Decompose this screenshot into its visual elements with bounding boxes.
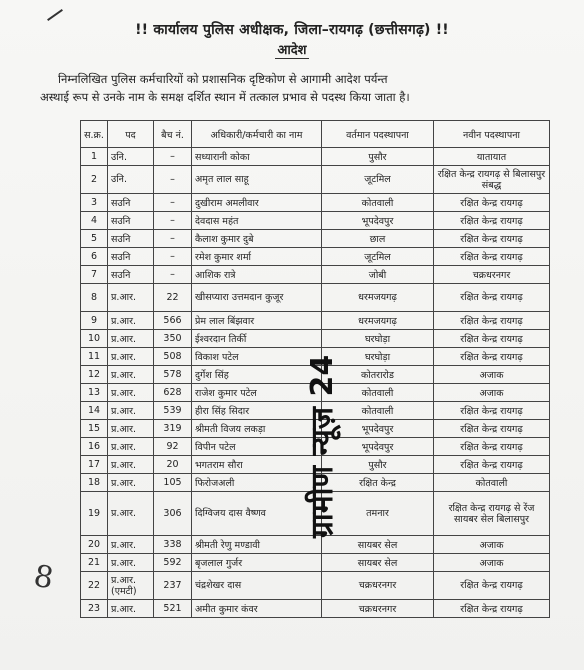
- cell-post: प्र.आर.: [108, 456, 154, 474]
- cell-post: सउनि: [108, 230, 154, 248]
- table-row: [81, 600, 550, 618]
- table-row: [81, 330, 550, 348]
- order-heading: आदेश: [277, 43, 307, 58]
- cell-name: सध्यारानी कोका: [192, 148, 322, 166]
- cell-batch: –: [154, 230, 192, 248]
- cell-new-posting: रक्षित केन्द्र रायगढ़: [434, 420, 550, 438]
- cell-new-posting: रक्षित केन्द्र रायगढ़: [434, 402, 550, 420]
- cell-serial: 3: [81, 194, 108, 212]
- cell-post: प्र.आर.: [108, 330, 154, 348]
- cell-current-posting: छाल: [322, 230, 434, 248]
- header-batch: बैच नं.: [154, 121, 192, 148]
- cell-name: राजेश कुमार पटेल: [192, 384, 322, 402]
- cell-batch: –: [154, 248, 192, 266]
- cell-batch: 592: [154, 554, 192, 572]
- cell-name: देवदास महंत: [192, 212, 322, 230]
- order-paragraph: निम्नलिखित पुलिस कर्मचारियों को प्रशासनिक दृष्टिकोण से आगामी आदेश पर्यन्त अस्थाई रूप से उनके नाम के समक्ष दर्शित स्थान में तत्काल प्रभाव से पदस्थ किया जाता है।: [40, 72, 410, 104]
- cell-post: सउनि: [108, 194, 154, 212]
- cell-post: प्र.आर.: [108, 600, 154, 618]
- cell-batch: 508: [154, 348, 192, 366]
- cell-name: चंद्रशेखर दास: [192, 572, 322, 600]
- cell-post: प्र.आर.: [108, 284, 154, 312]
- cell-batch: 319: [154, 420, 192, 438]
- cell-batch: 521: [154, 600, 192, 618]
- table-row: [81, 266, 550, 284]
- cell-serial: 16: [81, 438, 108, 456]
- cell-post: सउनि: [108, 212, 154, 230]
- cell-current-posting: चक्रधरनगर: [322, 600, 434, 618]
- table-row: [81, 284, 550, 312]
- cell-current-posting: चक्रधरनगर: [322, 572, 434, 600]
- cell-name: विकाश पटेल: [192, 348, 322, 366]
- cell-serial: 10: [81, 330, 108, 348]
- cell-new-posting: अजाक: [434, 366, 550, 384]
- cell-post: प्र.आर.: [108, 492, 154, 536]
- cell-batch: 92: [154, 438, 192, 456]
- cell-current-posting: धरमजयगढ़: [322, 312, 434, 330]
- cell-name: ईश्वरदान तिर्की: [192, 330, 322, 348]
- cell-serial: 14: [81, 402, 108, 420]
- cell-current-posting: भूपदेवपुर: [322, 438, 434, 456]
- cell-serial: 1: [81, 148, 108, 166]
- cell-new-posting: रक्षित केन्द्र रायगढ़: [434, 212, 550, 230]
- office-title: !! कार्यालय पुलिस अधीक्षक, जिला–रायगढ़ (छत्तीसगढ़) !!: [135, 22, 449, 38]
- cell-current-posting: जूटमिल: [322, 248, 434, 266]
- cell-new-posting: यातायात: [434, 148, 550, 166]
- cell-name: फिरोजअली: [192, 474, 322, 492]
- cell-current-posting: कोतवाली: [322, 194, 434, 212]
- cell-post: प्र.आर.: [108, 312, 154, 330]
- table-row: [81, 166, 550, 194]
- cell-batch: 20: [154, 456, 192, 474]
- cell-current-posting: तमनार: [322, 492, 434, 536]
- cell-new-posting: कोतवाली: [434, 474, 550, 492]
- cell-current-posting: कोतवाली: [322, 384, 434, 402]
- cell-batch: –: [154, 212, 192, 230]
- cell-serial: 17: [81, 456, 108, 474]
- cell-name: अमीत कुमार कंवर: [192, 600, 322, 618]
- cell-current-posting: पुसौर: [322, 148, 434, 166]
- cell-current-posting: घरघोड़ा: [322, 330, 434, 348]
- cell-post: प्र.आर.: [108, 402, 154, 420]
- cell-serial: 23: [81, 600, 108, 618]
- cell-new-posting: रक्षित केन्द्र रायगढ़: [434, 230, 550, 248]
- cell-name: अमृत लाल साहू: [192, 166, 322, 194]
- cell-current-posting: जूटमिल: [322, 166, 434, 194]
- cell-new-posting: रक्षित केन्द्र रायगढ़: [434, 348, 550, 366]
- cell-serial: 22: [81, 572, 108, 600]
- cell-name: आशिक रात्रे: [192, 266, 322, 284]
- document-page: !! कार्यालय पुलिस अधीक्षक, जिला–रायगढ़ (छत्तीसगढ़) !! आदेश निम्नलिखित पुलिस कर्मचारियों को प्रशासनिक दृष्टिकोण से आगामी आदेश पर्यन्त अस्थाई रूप से उनके नाम के समक्ष दर्शित स्थान में तत्काल प्रभाव से पदस्थ किया जाता है। स.क्र. पद बैच नं. अधिकारी/कर्मचारी का नाम वर्तमान पदस्थापना नवीन पदस्थापना 1 उनि. – सध्यारानी कोका पुसौर यातायात 2 उनि. – अमृत लाल साहू जूटमिल रक्षित केन्द्र रायगढ़ से बिलासपुर संबद्ध 3 सउनि – दुखीराम अमलीवार कोतवाली रक्षित केन्द्र रायगढ़ 4 सउनि – देवदास महंत भूपदेवपुर रक्षित केन्द्र रायगढ़ 5 सउनि – कैलाश कुमार दुबे छाल रक्षित केन्द्र रायगढ़ 6 सउनि – रमेश कुमार शर्मा जूटमिल रक्षित केन्द्र रायगढ़ 7 सउनि – आशिक रात्रे जोबी चक्रधरनगर 8 प्र.आर. 22 खीसप्यारा उत्तमदान कुजूर धरमजयगढ़ रक्षित केन्द्र रायगढ़ 9 प्र.आर. 566 प्रेम लाल बिंझवार धरमजयगढ़ रक्षित केन्द्र रायगढ़ 10 प्र.आर. 350 ईश्वरदान तिर्की घरघोड़ा रक्षित केन्द्र रायगढ़ 11 प्र.आर. 508 विकाश पटेल घरघोड़ा रक्षित केन्द्र रायगढ़ 12 प्र.आर. 578 दुर्गेश सिंह कोतरारोड अजाक 13 प्र.आर. 628 राजेश कुमार पटेल कोतवाली अजाक 14 प्र.आर. 539 हीरा सिंह सिदार कोतवाली रक्षित केन्द्र रायगढ़ 15 प्र.आर. 319 श्रीमती विजय लकड़ा भूपदेवपुर रक्षित केन्द्र रायगढ़ 16 प्र.आर. 92 विपीन पटेल भूपदेवपुर रक्षित केन्द्र रायगढ़ 17 प्र.आर. 20 भगतराम सौरा पुसौर रक्षित केन्द्र रायगढ़ 18 प्र.आर. 105 फिरोजअली रक्षित केन्द्र कोतवाली 19 प्र.आर. 306 दिग्विजय दास वैष्णव तमनार रक्षित केन्द्र रायगढ़ से रेंज सायबर सेल बिलासपुर 20 प्र.आर. 338 श्रीमती रेणु मण्डावी सायबर सेल अजाक 21 प्र.आर. 592 बृजलाल गुर्जर सायबर सेल अजाक 22 प्र.आर. (एमटी) 237 चंद्रशेखर दास चक्रधरनगर रक्षित केन्द्र रायगढ़ 23 प्र.आर. 521 अमीत कुमार कंवर चक्रधरनगर रक्षित केन्द्र रायगढ़ ग्रामीण न्यूज़ 24 8: [0, 0, 584, 670]
- cell-post: प्र.आर.: [108, 348, 154, 366]
- cell-batch: –: [154, 266, 192, 284]
- cell-new-posting: रक्षित केन्द्र रायगढ़: [434, 312, 550, 330]
- cell-current-posting: जोबी: [322, 266, 434, 284]
- table-row: [81, 554, 550, 572]
- cell-new-posting: अजाक: [434, 554, 550, 572]
- table-row: [81, 312, 550, 330]
- table-row: [81, 536, 550, 554]
- cell-post: प्र.आर.: [108, 384, 154, 402]
- cell-serial: 6: [81, 248, 108, 266]
- cell-current-posting: भूपदेवपुर: [322, 212, 434, 230]
- cell-new-posting: अजाक: [434, 384, 550, 402]
- cell-serial: 11: [81, 348, 108, 366]
- cell-batch: 578: [154, 366, 192, 384]
- cell-name: हीरा सिंह सिदार: [192, 402, 322, 420]
- table-row: [81, 194, 550, 212]
- cell-name: श्रीमती विजय लकड़ा: [192, 420, 322, 438]
- cell-new-posting: चक्रधरनगर: [434, 266, 550, 284]
- cell-new-posting: रक्षित केन्द्र रायगढ़: [434, 248, 550, 266]
- header-current-posting: वर्तमान पदस्थापना: [322, 121, 434, 148]
- cell-name: विपीन पटेल: [192, 438, 322, 456]
- cell-current-posting: रक्षित केन्द्र: [322, 474, 434, 492]
- cell-new-posting: रक्षित केन्द्र रायगढ़: [434, 456, 550, 474]
- cell-batch: 350: [154, 330, 192, 348]
- cell-serial: 8: [81, 284, 108, 312]
- cell-current-posting: सायबर सेल: [322, 554, 434, 572]
- cell-serial: 7: [81, 266, 108, 284]
- cell-post: उनि.: [108, 166, 154, 194]
- cell-batch: 237: [154, 572, 192, 600]
- cell-batch: –: [154, 148, 192, 166]
- cell-new-posting: रक्षित केन्द्र रायगढ़: [434, 438, 550, 456]
- cell-serial: 12: [81, 366, 108, 384]
- cell-batch: 539: [154, 402, 192, 420]
- cell-name: दुर्गेश सिंह: [192, 366, 322, 384]
- table-header-row: [81, 121, 550, 148]
- cell-new-posting: रक्षित केन्द्र रायगढ़: [434, 572, 550, 600]
- cell-serial: 9: [81, 312, 108, 330]
- cell-current-posting: धरमजयगढ़: [322, 284, 434, 312]
- cell-batch: –: [154, 194, 192, 212]
- cell-name: भगतराम सौरा: [192, 456, 322, 474]
- cell-batch: 105: [154, 474, 192, 492]
- cell-post: प्र.आर. (एमटी): [108, 572, 154, 600]
- cell-name: बृजलाल गुर्जर: [192, 554, 322, 572]
- cell-post: प्र.आर.: [108, 554, 154, 572]
- cell-name: प्रेम लाल बिंझवार: [192, 312, 322, 330]
- cell-batch: 306: [154, 492, 192, 536]
- cell-batch: 338: [154, 536, 192, 554]
- table-row: [81, 212, 550, 230]
- cell-batch: 566: [154, 312, 192, 330]
- cell-new-posting: रक्षित केन्द्र रायगढ़: [434, 284, 550, 312]
- cell-new-posting: अजाक: [434, 536, 550, 554]
- cell-new-posting: रक्षित केन्द्र रायगढ़ से रेंज सायबर सेल बिलासपुर: [434, 492, 550, 536]
- cell-name: खीसप्यारा उत्तमदान कुजूर: [192, 284, 322, 312]
- cell-batch: 22: [154, 284, 192, 312]
- cell-serial: 21: [81, 554, 108, 572]
- cell-post: प्र.आर.: [108, 474, 154, 492]
- cell-current-posting: कोतरारोड: [322, 366, 434, 384]
- cell-name: दिग्विजय दास वैष्णव: [192, 492, 322, 536]
- handwritten-mark: 8: [31, 558, 56, 597]
- cell-current-posting: पुसौर: [322, 456, 434, 474]
- cell-new-posting: रक्षित केन्द्र रायगढ़ से बिलासपुर संबद्ध: [434, 166, 550, 194]
- header-serial: स.क्र.: [81, 121, 108, 148]
- cell-post: प्र.आर.: [108, 420, 154, 438]
- header-new-posting: नवीन पदस्थापना: [434, 121, 550, 148]
- cell-post: प्र.आर.: [108, 366, 154, 384]
- cell-new-posting: रक्षित केन्द्र रायगढ़: [434, 330, 550, 348]
- cell-batch: 628: [154, 384, 192, 402]
- cell-serial: 20: [81, 536, 108, 554]
- cell-current-posting: सायबर सेल: [322, 536, 434, 554]
- cell-current-posting: कोतवाली: [322, 402, 434, 420]
- cell-current-posting: घरघोड़ा: [322, 348, 434, 366]
- cell-post: सउनि: [108, 266, 154, 284]
- cell-name: कैलाश कुमार दुबे: [192, 230, 322, 248]
- header-name: अधिकारी/कर्मचारी का नाम: [192, 121, 322, 148]
- cell-name: श्रीमती रेणु मण्डावी: [192, 536, 322, 554]
- cell-new-posting: रक्षित केन्द्र रायगढ़: [434, 600, 550, 618]
- cell-serial: 18: [81, 474, 108, 492]
- table-row: [81, 248, 550, 266]
- header-post: पद: [108, 121, 154, 148]
- cell-serial: 2: [81, 166, 108, 194]
- table-row: [81, 148, 550, 166]
- cell-serial: 15: [81, 420, 108, 438]
- cell-post: प्र.आर.: [108, 438, 154, 456]
- cell-serial: 5: [81, 230, 108, 248]
- cell-serial: 19: [81, 492, 108, 536]
- cell-serial: 13: [81, 384, 108, 402]
- cell-batch: –: [154, 166, 192, 194]
- table-row: [81, 230, 550, 248]
- cell-current-posting: भूपदेवपुर: [322, 420, 434, 438]
- table-row: [81, 572, 550, 600]
- cell-post: सउनि: [108, 248, 154, 266]
- cell-name: दुखीराम अमलीवार: [192, 194, 322, 212]
- cell-post: उनि.: [108, 148, 154, 166]
- cell-post: प्र.आर.: [108, 536, 154, 554]
- cell-serial: 4: [81, 212, 108, 230]
- cell-name: रमेश कुमार शर्मा: [192, 248, 322, 266]
- cell-new-posting: रक्षित केन्द्र रायगढ़: [434, 194, 550, 212]
